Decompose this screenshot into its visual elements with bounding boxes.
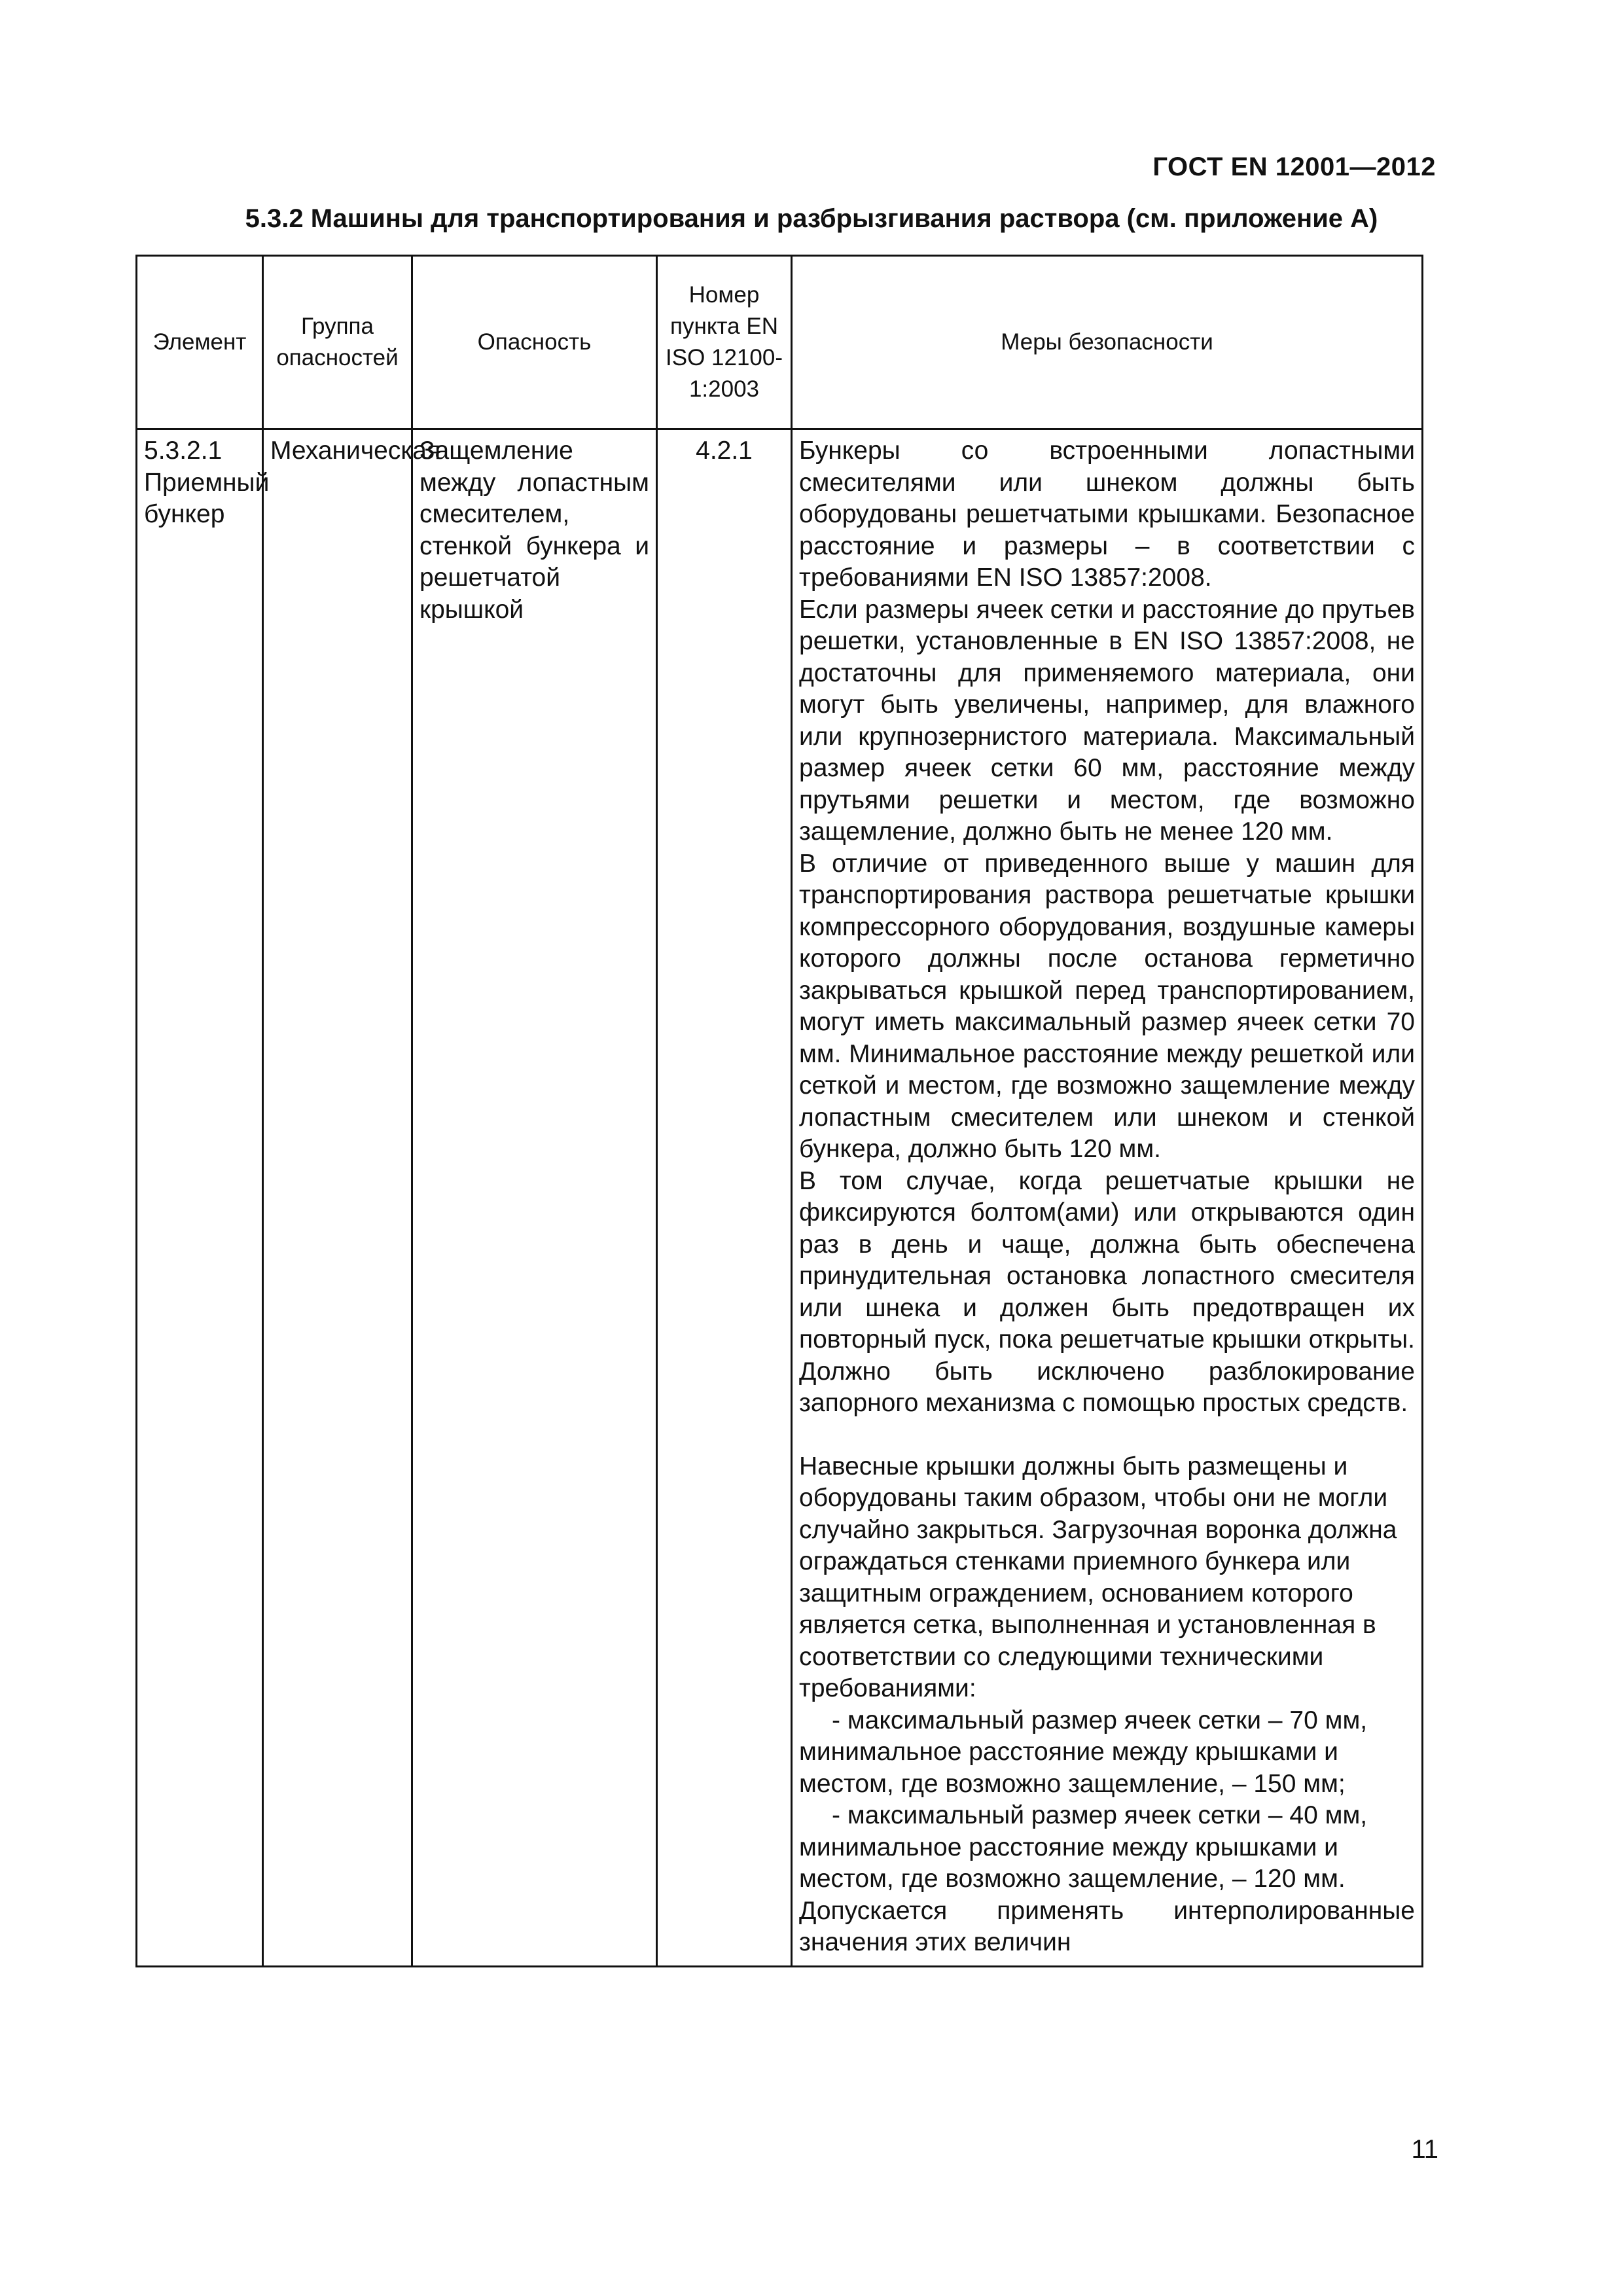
measures-paragraph: В том случае, когда решетчатые крышки не фиксируются болтом(ами) или открываются один раз в день и чаще, должна быть обеспечена принудительная остановка лопастного смесителя или шнека и должен быть предотвращен их повторный пуск, пока решетчатые крышки открыты. Должно быть исключено разблокирование запорного механизма с помощью простых средств.: [799, 1166, 1415, 1417]
measures-paragraph: Допускается применять интерполированные значения этих величин: [799, 1896, 1415, 1956]
cell-hazard-group: Механическая: [263, 429, 412, 1967]
cell-element: 5.3.2.1 Приемный бункер: [137, 429, 263, 1967]
column-header-element: Элемент: [137, 256, 263, 429]
measures-list-item: - максимальный размер ячеек сетки – 70 мм,: [832, 1706, 1368, 1734]
table-row: [137, 429, 1423, 1967]
column-header-clause-number: Номер пункта EN ISO 12100-1:2003: [657, 256, 792, 429]
table-header-row: [137, 256, 1423, 429]
section-title: 5.3.2 Машины для транспортирования и разбрызгивания раствора (см. приложение А): [245, 204, 1378, 233]
document-code: ГОСТ EN 12001—2012: [1152, 152, 1436, 181]
measures-paragraph: Если размеры ячеек сетки и расстояние до прутьев решетки, установленные в EN ISO 13857:2008, не достаточны для применяемого материала, они могут быть увеличены, например, для влажного или крупнозернистого материала. Максимальный размер ячеек сетки 60 мм, расстояние между прутьями решетки и местом, где возможно защемление, должно быть не менее 120 мм.: [799, 595, 1415, 846]
measures-list-item-continuation: минимальное расстояние между крышками и местом, где возможно защемление, – 120 мм.: [799, 1833, 1346, 1893]
page-number: 11: [1411, 2135, 1438, 2164]
column-header-safety-measures: Меры безопасности: [792, 256, 1423, 429]
cell-hazard: Защемление между лопастным смесителем, стенкой бункера и решетчатой крышкой: [412, 429, 657, 1967]
cell-safety-measures: [792, 429, 1423, 1967]
column-header-hazard-group: Группа опасностей: [263, 256, 412, 429]
measures-paragraph: Бункеры со встроенными лопастными смесителями или шнеком должны быть оборудованы решетчатыми крышками. Безопасное расстояние и размеры – в соответствии с требованиями EN ISO 13857:2008.: [799, 437, 1415, 592]
measures-paragraph: В отличие от приведенного выше у машин для транспортирования раствора решетчатые крышки компрессорного оборудования, воздушные камеры которого должны после останова герметично закрываться крышкой перед транспортированием, могут иметь максимальный размер ячеек сетки 70 мм. Минимальное расстояние между решеткой или сеткой и местом, где возможно защемление между лопастным смесителем или шнеком и стенкой бункера, должно быть 120 мм.: [799, 849, 1415, 1163]
measures-paragraph: Навесные крышки должны быть размещены и оборудованы таким образом, чтобы они не могли случайно закрыться. Загрузочная воронка должна ограждаться стенками приемного бункера или защитным ограждением, основанием которого является сетка, выполненная и установленная в соответствии со следующими техническими требованиями:: [799, 1452, 1397, 1702]
measures-list-item-continuation: минимальное расстояние между крышками и местом, где возможно защемление, – 150 мм;: [799, 1738, 1346, 1798]
cell-clause-number: 4.2.1: [657, 429, 792, 1967]
hazard-table: [135, 255, 1423, 1967]
measures-list-item: - максимальный размер ячеек сетки – 40 мм,: [832, 1801, 1368, 1829]
column-header-hazard: Опасность: [412, 256, 657, 429]
